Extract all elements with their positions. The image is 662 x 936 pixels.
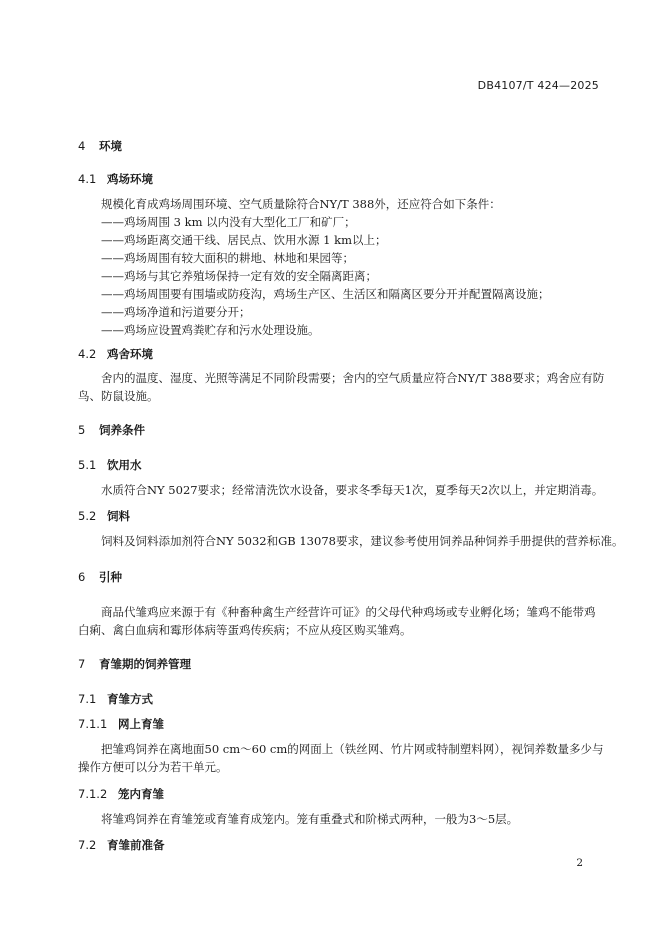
heading-7 xyxy=(78,656,191,672)
heading-number: 4 xyxy=(78,139,86,153)
heading-title: 育雏方式 xyxy=(107,692,153,706)
paragraph-line: 把雏鸡饲养在离地面50 cm～60 cm的网面上（铁丝网、竹片网或特制塑料网），视饲养数量多少与 xyxy=(101,742,604,756)
list-item: ——鸡场距离交通干线、居民点、饮用水源 1 km以上； xyxy=(101,233,387,247)
heading-number: 4.1 xyxy=(78,172,97,186)
paragraph: 饲料及饲料添加剂符合NY 5032和GB 13078要求，建议参考使用饲养品种饲养手册提供的营养标准。 xyxy=(101,534,624,548)
heading-title: 引种 xyxy=(99,570,122,584)
heading-number: 7.2 xyxy=(78,838,97,852)
heading-title: 环境 xyxy=(99,139,122,153)
heading-title: 网上育雏 xyxy=(118,717,164,731)
heading-number: 5.1 xyxy=(78,458,97,472)
heading-5-1 xyxy=(78,457,142,473)
heading-number: 5.2 xyxy=(78,509,97,523)
heading-number: 7.1 xyxy=(78,692,97,706)
heading-number: 4.2 xyxy=(78,347,97,361)
paragraph: 水质符合NY 5027要求；经常清洗饮水设备，要求冬季每天1次，夏季每天2次以上，并定期消毒。 xyxy=(101,483,604,497)
heading-title: 饮用水 xyxy=(107,458,142,472)
heading-title: 饲养条件 xyxy=(99,423,145,437)
heading-7-2 xyxy=(78,837,165,853)
heading-6 xyxy=(78,569,122,585)
paragraph-line: 鸟、防鼠设施。 xyxy=(78,389,159,403)
heading-number: 7.1.1 xyxy=(78,717,108,731)
heading-7-1-2 xyxy=(78,786,164,802)
heading-title: 饲料 xyxy=(107,509,130,523)
paragraph-line: 商品代雏鸡应来源于有《种畜种禽生产经营许可证》的父母代种鸡场或专业孵化场；雏鸡不能带鸡 xyxy=(101,605,596,619)
list-item: ——鸡场周围有较大面积的耕地、林地和果园等； xyxy=(101,251,354,265)
paragraph-line: 白痢、禽白血病和霉形体病等蛋鸡传疾病；不应从疫区购买雏鸡。 xyxy=(78,623,412,637)
list-item: ——鸡场与其它养殖场保持一定有效的安全隔离距离； xyxy=(101,269,377,283)
list-item: ——鸡场周围要有围墙或防疫沟，鸡场生产区、生活区和隔离区要分开并配置隔离设施； xyxy=(101,287,550,301)
list-item: ——鸡场周围 3 km 以内没有大型化工厂和矿厂； xyxy=(101,215,356,229)
paragraph-line: 操作方便可以分为若干单元。 xyxy=(78,760,228,774)
heading-4-1 xyxy=(78,171,153,187)
heading-number: 5 xyxy=(78,423,86,437)
page-number: 2 xyxy=(576,857,583,869)
heading-4-2 xyxy=(78,346,153,362)
list-item: ——鸡场净道和污道要分开； xyxy=(101,305,251,319)
paragraph: 规模化育成鸡场周围环境、空气质量除符合NY/T 388外，还应符合如下条件： xyxy=(101,197,501,211)
heading-5-2 xyxy=(78,508,130,524)
heading-title: 鸡舍环境 xyxy=(107,347,153,361)
paragraph-line: 舍内的温度、湿度、光照等满足不同阶段需要；舍内的空气质量应符合NY/T 388要求；鸡舍应有防 xyxy=(101,371,605,385)
heading-title: 育雏前准备 xyxy=(107,838,165,852)
document-code: DB4107/T 424—2025 xyxy=(477,79,599,92)
heading-number: 6 xyxy=(78,570,86,584)
list-item: ——鸡场应设置鸡粪贮存和污水处理设施。 xyxy=(101,323,320,337)
heading-title: 鸡场环境 xyxy=(107,172,153,186)
heading-number: 7.1.2 xyxy=(78,787,108,801)
heading-4 xyxy=(78,138,122,154)
heading-5 xyxy=(78,422,145,438)
heading-7-1-1 xyxy=(78,716,164,732)
heading-title: 育雏期的饲养管理 xyxy=(99,657,191,671)
paragraph: 将雏鸡饲养在育雏笼或育雏育成笼内。笼有重叠式和阶梯式两种，一般为3～5层。 xyxy=(101,812,519,826)
heading-title: 笼内育雏 xyxy=(118,787,164,801)
heading-7-1 xyxy=(78,691,153,707)
heading-number: 7 xyxy=(78,657,86,671)
